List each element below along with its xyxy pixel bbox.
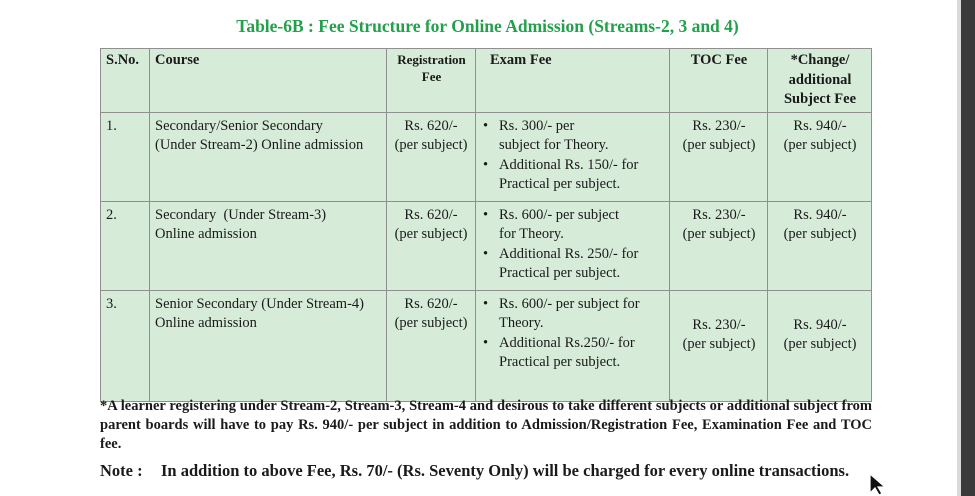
fee-structure-table (100, 48, 872, 402)
exam-fee-item: • Rs. 300/- per subject for Theory. (499, 117, 611, 156)
exam-fee-list (481, 295, 665, 373)
exam-fee-item: • Rs. 600/- per subject for Theory. (499, 206, 639, 245)
footnote: *A learner registering under Stream-2, Stream-3, Stream-4 and desirous to take different subjects or additional subject from parent boards will have to pay Rs. 940/- per subject in addition to Admission/Registration Fee, Examination Fee and TOC fee. (100, 398, 872, 452)
row-registration-fee (387, 201, 476, 290)
exam-fee-item: • Additional Rs.250/- for Practical per subject. (499, 334, 661, 373)
registration-amount: Rs. 620/- (404, 206, 458, 223)
header-exam-fee: Exam Fee (476, 49, 670, 113)
course-line: Online admission (155, 226, 257, 242)
table-header-row (101, 49, 872, 113)
table-row (101, 201, 872, 290)
table-row (101, 290, 872, 401)
toc-unit: (per subject) (682, 336, 756, 352)
row-toc-fee (670, 201, 768, 290)
course-line: Secondary/Senior Secondary (155, 117, 323, 134)
toc-unit: (per subject) (682, 226, 756, 242)
registration-unit: (per subject) (394, 315, 468, 331)
row-course (150, 201, 387, 290)
row-toc-fee (670, 112, 768, 201)
window-edge-scrollbar[interactable] (961, 0, 975, 496)
row-change-fee (768, 290, 872, 401)
change-amount: Rs. 940/- (793, 316, 847, 333)
row-sno: 1. (101, 112, 150, 201)
header-registration-fee: Registration Fee (387, 49, 476, 113)
row-exam-fee (476, 290, 670, 401)
row-change-fee (768, 112, 872, 201)
page-title: Table-6B : Fee Structure for Online Admission (Streams-2, 3 and 4) (236, 16, 739, 36)
toc-amount: Rs. 230/- (692, 316, 746, 333)
row-sno: 2. (101, 201, 150, 290)
toc-amount: Rs. 230/- (692, 117, 746, 134)
row-exam-fee (476, 201, 670, 290)
course-line: Senior Secondary (Under Stream-4) (155, 295, 364, 312)
registration-amount: Rs. 620/- (404, 295, 458, 312)
change-amount: Rs. 940/- (793, 206, 847, 223)
header-sno: S.No. (101, 49, 150, 113)
toc-amount: Rs. 230/- (692, 206, 746, 223)
change-amount: Rs. 940/- (793, 117, 847, 134)
change-unit: (per subject) (783, 336, 857, 352)
row-change-fee (768, 201, 872, 290)
course-line: Secondary (Under Stream-3) (155, 206, 327, 223)
toc-unit: (per subject) (682, 137, 756, 153)
exam-fee-item: • Additional Rs. 250/- for Practical per subject. (499, 245, 661, 284)
registration-amount: Rs. 620/- (404, 117, 458, 134)
row-toc-fee (670, 290, 768, 401)
exam-fee-item: • Rs. 600/- per subject for Theory. (499, 295, 663, 334)
change-unit: (per subject) (783, 226, 857, 242)
exam-fee-list (481, 206, 665, 284)
table-row (101, 112, 872, 201)
mouse-pointer-icon (869, 473, 891, 496)
row-registration-fee (387, 290, 476, 401)
note-label: Note : (100, 461, 143, 480)
note (100, 460, 872, 482)
course-line: (Under Stream-2) Online admission (155, 137, 364, 153)
exam-fee-list (481, 117, 665, 195)
row-course (150, 290, 387, 401)
course-line: Online admission (155, 315, 257, 331)
change-unit: (per subject) (783, 137, 857, 153)
row-sno: 3. (101, 290, 150, 401)
registration-unit: (per subject) (394, 137, 468, 153)
row-registration-fee (387, 112, 476, 201)
registration-unit: (per subject) (394, 226, 468, 242)
header-course: Course (150, 49, 387, 113)
row-course (150, 112, 387, 201)
note-text: In addition to above Fee, Rs. 70/- (Rs. Seventy Only) will be charged for every online transactions. (161, 461, 850, 480)
row-exam-fee (476, 112, 670, 201)
exam-fee-item: • Additional Rs. 150/- for Practical per subject. (499, 156, 657, 195)
header-toc-fee: TOC Fee (670, 49, 768, 113)
header-change-subject-fee: *Change/ additional Subject Fee (768, 49, 872, 113)
